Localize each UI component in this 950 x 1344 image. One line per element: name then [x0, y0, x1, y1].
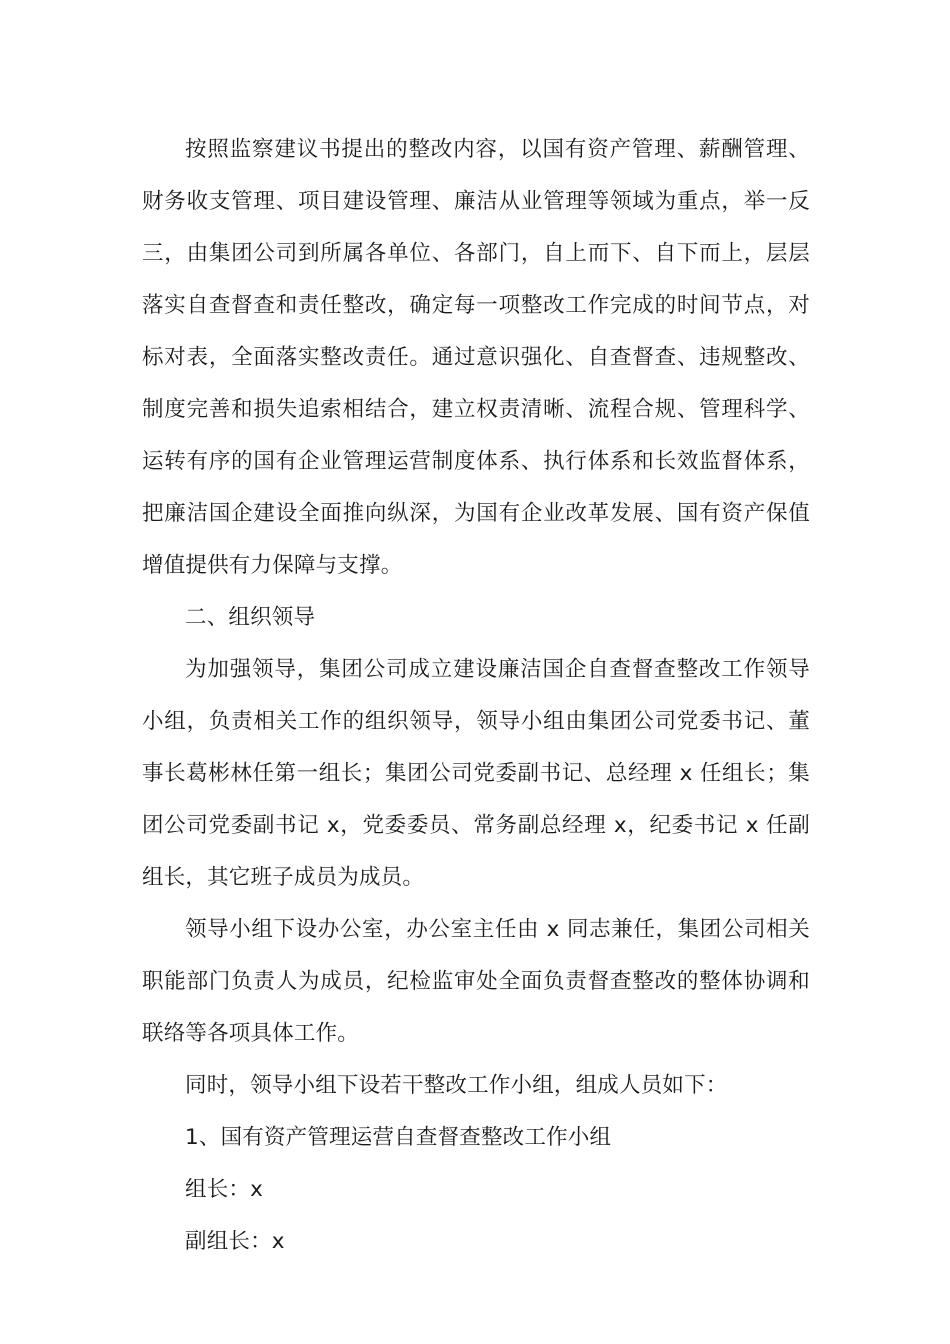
section-heading-organization: 二、组织领导 [185, 605, 316, 630]
group-1-deputy-leader: 副组长：x [185, 1229, 285, 1254]
paragraph-working-groups: 同时，领导小组下设若干整改工作小组，组成人员如下： [185, 1073, 728, 1098]
paragraph-rectification-goals: 按照监察建议书提出的整改内容，以国有资产管理、薪酬管理、财务收支管理、项目建设管理、廉洁从业管理等领域为重点，举一反三，由集团公司到所属各单位、各部门，自上而下、自下而上，层层落实自查督查和责任整改，确定每一项整改工作完成的时间节点，对标对表，全面落实整改责任。通过意识强化、自查督查、违规整改、制度完善和损失追索相结合，建立权责清晰、流程合规、管理科学、运转有序的国有企业管理运营制度体系、执行体系和长效监督体系，把廉洁国企建设全面推向纵深，为国有企业改革发展、国有资产保值增值提供有力保障与支撑。 [142, 137, 810, 578]
paragraph-leading-group: 为加强领导，集团公司成立建设廉洁国企自查督查整改工作领导小组，负责相关工作的组织领导，领导小组由集团公司党委书记、董事长葛彬林任第一组长；集团公司党委副书记、总经理 x 任组长；集团公司党委副书记 x，党委委员、常务副总经理 x，纪委书记 x 任副组长，其它班子成员为成员。 [142, 657, 810, 890]
document-body [142, 124, 810, 1268]
paragraph-office: 领导小组下设办公室，办公室主任由 x 同志兼任，集团公司相关职能部门负责人为成员，纪检监审处全面负责督查整改的整体协调和联络等各项具体工作。 [142, 917, 810, 1046]
group-1-leader: 组长：x [185, 1177, 264, 1202]
group-1-title: 1、国有资产管理运营自查督查整改工作小组 [185, 1125, 612, 1150]
